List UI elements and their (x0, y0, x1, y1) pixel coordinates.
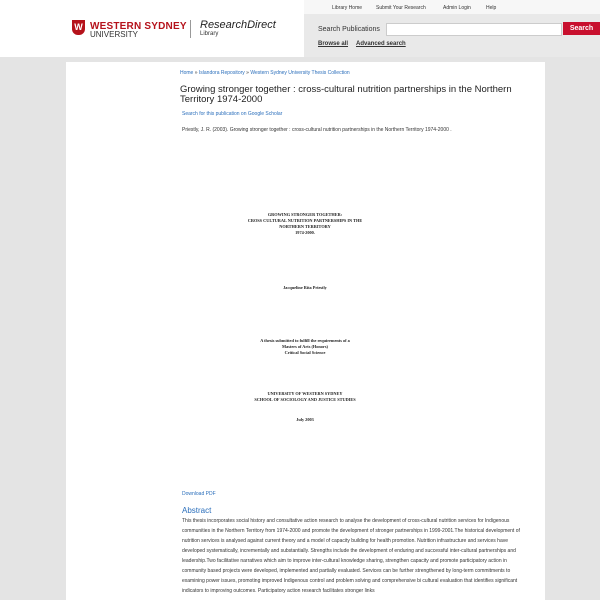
researchdirect-sub: Library (200, 31, 219, 37)
search-panel (304, 14, 600, 57)
admin-login-link[interactable]: Admin Login (443, 5, 471, 11)
cover-title-line: 1974-2000. (295, 230, 315, 235)
cover-date: July 2003 (296, 417, 314, 422)
page-title: Growing stronger together : cross-cultural nutrition partnerships in the Northern Territory 1974-2000 (180, 84, 512, 105)
wsu-shield-icon: W (72, 20, 85, 35)
wsu-logo-name: WESTERN SYDNEY (90, 21, 187, 32)
cover-fulfil-line: Masters of Arts (Honors) (282, 344, 328, 349)
breadcrumb-separator: » (194, 70, 198, 76)
cover-title-line: GROWING STRONGER TOGETHER: (267, 212, 343, 217)
browse-all-link[interactable]: Browse all (318, 41, 349, 47)
thesis-cover-preview (180, 202, 430, 492)
google-scholar-link[interactable]: Search for this publication on Google Scholar (182, 111, 283, 117)
cover-university-line: UNIVERSITY OF WESTERN SYDNEY (267, 391, 343, 396)
search-input[interactable] (386, 23, 562, 36)
search-label: Search Publications (318, 26, 380, 33)
abstract-heading: Abstract (182, 506, 212, 515)
cover-author: Jacqueline Rita Priestly (283, 285, 327, 290)
wsu-logo-university: UNIVERSITY (90, 30, 139, 39)
wsu-logo[interactable] (72, 19, 187, 39)
researchdirect-logo[interactable] (200, 19, 276, 37)
breadcrumb-collection[interactable]: Western Sydney University Thesis Collection (250, 70, 350, 76)
cover-university-line: SCHOOL OF SOCIOLOGY AND JUSTICE STUDIES (254, 397, 356, 402)
cover-title-line: CROSS CULTURAL NUTRITION PARTNERSHIPS IN THE (247, 218, 363, 223)
cover-fulfil-line: A thesis submitted to fulfill the requirements of a (260, 338, 350, 343)
download-pdf-link[interactable]: Download PDF (182, 491, 216, 497)
cover-fulfil-line: Critical Social Science (284, 350, 326, 355)
search-button[interactable]: Search (563, 22, 600, 35)
main-content (66, 62, 545, 600)
submit-research-link[interactable]: Submit Your Research (376, 5, 426, 11)
breadcrumb-repository[interactable]: Islandora Repository (198, 70, 245, 76)
breadcrumb (180, 70, 350, 76)
utility-nav (304, 0, 600, 14)
advanced-search-link[interactable]: Advanced search (356, 41, 406, 47)
logo-divider (190, 20, 191, 38)
library-home-link[interactable]: Library Home (332, 5, 363, 11)
cover-title-line: NORTHERN TERRITORY (279, 224, 331, 229)
abstract-text: This thesis incorporates social history and consultative action research to analyse the development of cross-cultural nutrition services for Indigenous communities in the Northern Territory from 1974-2000 and promote the development of stronger partnerships in 1999-2001.The historical development of nutrition services is analysed against current theory and a model of capacity building for health promotion. Nutrition infrastructure and services have developed systematically, incrementally and substantially. Strengths include the development of enduring and successful inter-cultural partnerships and leadership.Two facilitative narratives which aim to improve inter-cultural knowledge sharing, strengthen capacity and promote participatory action in community based projects were developed, implemented and partially evaluated. Services can be further strengthened by long-term commitments to examining power issues, promoting improved Indigenous control and problem solving and comprehensive bi cultural evaluation that identifies significant indicators to improving outcomes. Participatory action research facilitates stronger links (182, 518, 520, 594)
help-link[interactable]: Help (486, 5, 497, 11)
breadcrumb-separator: » (246, 70, 249, 76)
site-header (0, 0, 600, 57)
researchdirect-name: ResearchDirect (200, 19, 276, 31)
breadcrumb-home[interactable]: Home (180, 70, 194, 76)
citation: Priestly, J. R. (2003). Growing stronger together : cross-cultural nutrition partnerships in the Northern Territory 1974-2000 . (182, 127, 452, 133)
